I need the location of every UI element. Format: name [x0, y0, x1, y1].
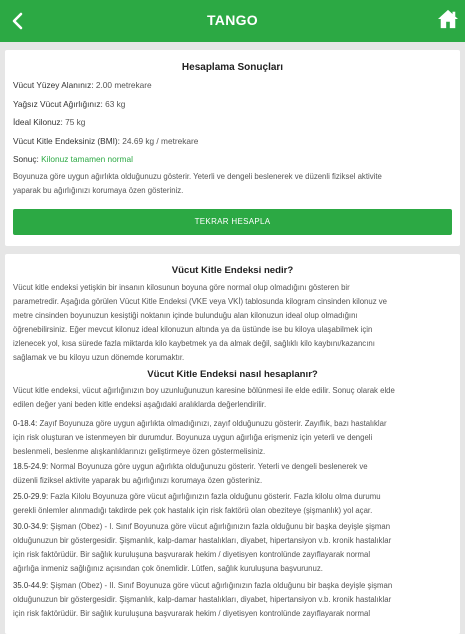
result-label: İdeal Kilonuz: — [13, 117, 66, 127]
range-label: 18.5-24.9: — [13, 462, 49, 471]
result-label: Vücut Yüzey Alanınız: — [13, 80, 96, 90]
range-label: 30.0-34.9: — [13, 522, 49, 531]
result-row — [13, 154, 133, 164]
info-card — [5, 254, 460, 634]
result-label: Sonuç: — [13, 154, 42, 164]
section-heading: Vücut Kitle Endeksi nasıl hesaplanır? — [147, 369, 318, 380]
result-value: 24.69 kg / metrekare — [122, 136, 199, 146]
recalculate-button[interactable]: TEKRAR HESAPLA — [13, 209, 452, 235]
range-label: 0-18.4: — [13, 419, 38, 428]
results-heading: Hesaplama Sonuçları — [181, 62, 284, 73]
section-heading: Vücut Kitle Endeksi nedir? — [171, 265, 294, 276]
results-card — [5, 50, 460, 246]
result-summary: Boyunuza göre uygun ağırlıkta olduğunuzu gösterir. Yeterli ve dengeli beslenerek ve düzenli fiziksel aktivite yaparak bu ağırlığınızı korumaya özen gösteriniz. — [13, 172, 382, 195]
result-label: Yağsız Vücut Ağırlığınız: — [13, 99, 106, 109]
result-value: 63 kg — [105, 99, 126, 109]
result-label: Vücut Kitle Endeksiniz (BMI): — [13, 136, 123, 146]
info-paragraph: Vücut kitle endeksi yetişkin bir insanın kilosunun boyuna göre normal olup olmadığını gösteren bir parametredir. Aşağıda görülen Vücut Kitle Endeksi (VKE veya VKİ) tablosunda kilogram cinsinden kilonuz ve metre cinsinden boyunuzun kesiştiği noktanın içinde bulunduğu alan kilonuzun ideal olup olmadığını öğrenebilirsiniz. Eğer mevcut kilonuz ideal kilonuzun altında ya da üstünde ise bu kiloya ulaşabilmek için izlenecek yol, kısa sürede fazla miktarda kilo kaybetmek ya da almak değil, sağlıklı kilo kaybını/kazancını sağlamak ve bu kiloyu uzun dönemde korumaktır. — [13, 283, 388, 362]
result-value: 2.00 metrekare — [95, 80, 152, 90]
range-label: 35.0-44.9: — [13, 581, 49, 590]
result-row — [13, 136, 198, 146]
range-label: 25.0-29.9: — [13, 492, 49, 501]
bmi-range-item: 25.0-29.9: Fazla Kilolu Boyunuza göre vücut ağırlığınızın fazla olduğunu gösterir. Fazla kilolu olma durumu gerekli önlemler alınmadığı takdirde pek çok hastalık için risk faktörü olan obeziteye (şişmanlık) yol açar. — [13, 492, 381, 515]
home-icon[interactable] — [437, 9, 459, 29]
result-status: Kilonuz tamamen normal — [41, 154, 133, 164]
result-value: 75 kg — [65, 117, 86, 127]
app-header — [0, 0, 465, 42]
bmi-range-item: 0-18.4: Zayıf Boyunuza göre uygun ağırlıkta olmadığınızı, zayıf olduğunuzu gösterir. Zayıflık, bazı hastalıklar için risk oluşturan ve istenmeyen bir durumdur. Boyunuza uygun ağırlığa erişmeniz için yeterli ve dengeli beslenmeli, beslenme alışkanlıklarınızı geliştirmeye özen göstermelisiniz. — [13, 419, 387, 456]
bmi-range-item: 30.0-34.9: Şişman (Obez) - I. Sınıf Boyunuza göre vücut ağırlığınızın fazla olduğunu bir başka deyişle şişman olduğunuzun bir göstergesidir. Şişmanlık, kalp-damar hastalıkları, diyabet, hipertansiyon v.b. kronik hastalıklar için risk faktörüdür. Bir sağlık kuruluşuna başvurarak hekim / diyetisyen kontrolünde zayıflayarak normal ağırlığa inmeniz sağlığınız açısından çok önemlidir. Lütfen, sağlık kuruluşuna başvurunuz. — [13, 522, 392, 573]
result-row — [13, 80, 152, 90]
result-row — [13, 99, 125, 109]
result-row — [13, 117, 85, 127]
bmi-range-item: 18.5-24.9: Normal Boyunuza göre uygun ağırlıkta olduğunuzu gösterir. Yeterli ve dengeli beslenerek ve düzenli fiziksel aktivite yaparak bu ağırlığınızı korumaya özen gösteriniz. — [13, 462, 368, 485]
page-title: TANGO — [206, 12, 258, 28]
bmi-range-item: 35.0-44.9: Şişman (Obez) - II. Sınıf Boyunuza göre vücut ağırlığınızın fazla olduğunu bir başka deyişle şişman olduğunuzun bir göstergesidir. Şişmanlık, kalp-damar hastalıkları, diyabet, hipertansiyon v.b. kronik hastalıklar için risk faktörüdür. Bir sağlık kuruluşuna başvurarak hekim / diyetisyen kontrolünde zayıflayarak normal — [13, 581, 393, 618]
info-paragraph: Vücut kitle endeksi, vücut ağırlığınızın boy uzunluğunuzun karesine bölünmesi ile elde edilir. Sonuç olarak elde edilen değer yani beden kitle endeksi aşağıdaki aralıklarda değerlendirilir. — [13, 386, 395, 409]
